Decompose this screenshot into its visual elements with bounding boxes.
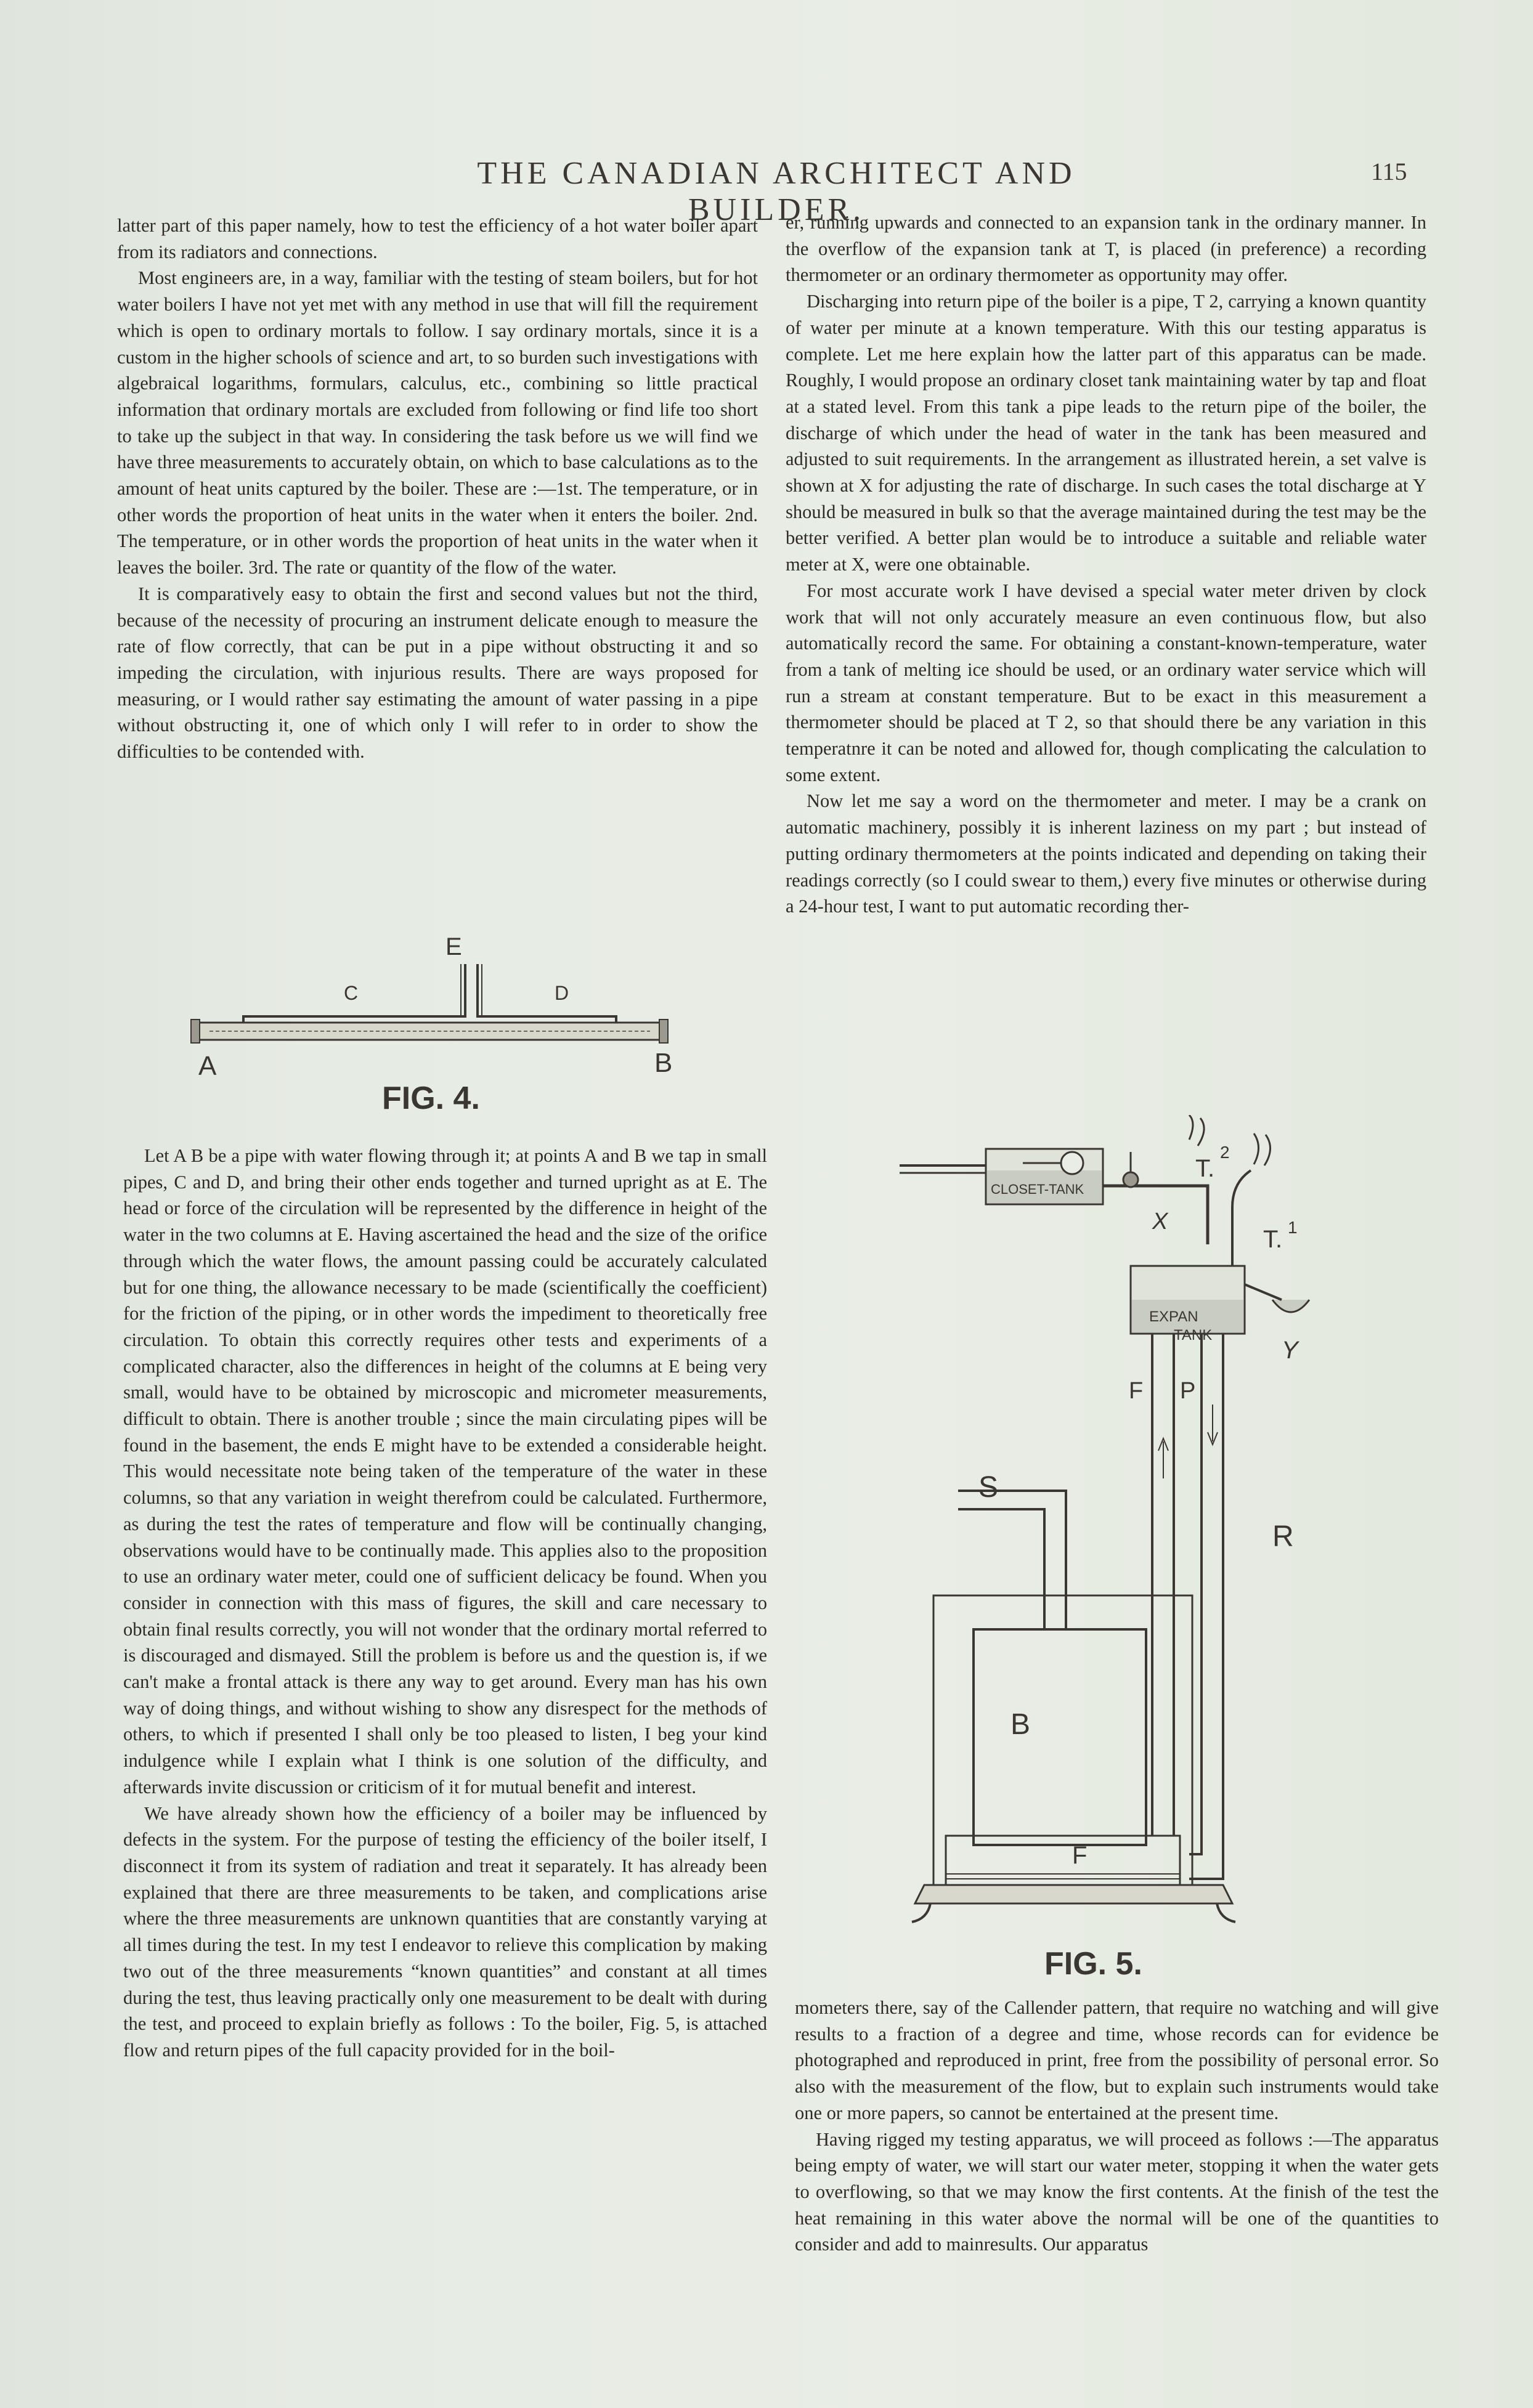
- label-tank: TANK: [1174, 1327, 1213, 1344]
- label-b: B: [654, 1048, 673, 1078]
- label-d: D: [555, 982, 569, 1004]
- paragraph: Most engineers are, in a way, familiar with the testing of steam boilers, but for hot water boilers I have not yet met with any method in use that will fill the requirement which is open to ordinary mortals to follow. I say ordinary mortals, since it is a custom in the higher schools of science and art, to so burden such investigations with algebraical logarithms, formulars, calculus, etc., combining so little practical information that ordinary mortals are excluded from following or find life too short to take up the subject in that way. In considering the task before us we will find we have three measurements to accurately obtain, on which to base calculations as to the amount of heat units captured by the boiler. These are :—1st. The temperature, or in other words the proportion of heat units in the water when it enters the boiler. 2nd. The temperature, or in other words the proportion of heat units in the water when it leaves the boiler. 3rd. The rate or quantity of the flow of the water.: [117, 267, 758, 578]
- label-b: B: [1010, 1708, 1031, 1741]
- paragraph: latter part of this paper namely, how to test the efficiency of a hot water boiler apart from its radiators and connections.: [117, 215, 758, 262]
- paragraph: Discharging into return pipe of the boiler is a pipe, T 2, carrying a known quantity of water per minute at a known temperature. With this our testing apparatus is complete. Let me here explain how the latter part of this apparatus can be made. Roughly, I would propose an ordinary closet tank maintaining water by tap and float at a stated level. From this tank a pipe leads to the return pipe of the boiler, the discharge of which under the head of water in the tank has been measured and adjusted to suit requirements. In the arrangement as illustrated herein, a set valve is shown at X for adjusting the rate of discharge. In such cases the total discharge at Y should be measured in bulk so that the average maintained during the test may be the better verified. A better plan would be to introduce a suitable and reliable water meter at X, were one obtainable.: [786, 291, 1426, 575]
- page-number: 115: [1371, 158, 1407, 185]
- overflow-pipe: [1232, 1170, 1251, 1266]
- thermometer-t2-icon: [1189, 1115, 1204, 1146]
- overflow-cup: [1272, 1300, 1309, 1312]
- label-t1: T.: [1263, 1226, 1283, 1253]
- paragraph: For most accurate work I have devised a special water meter driven by clock work that will not only accurately measure an even continuous flow, but also automatically record the same. For obtaining a constant-known-temperature, water from a tank of melting ice should be used, or an ordinary water service which will run a stream at constant temperature. But to be exact in this measurement a thermometer should be placed at T 2, so that should there be any variation in this temperatnre it can be noted and allowed for, though complicating the calculation to some extent.: [786, 580, 1426, 785]
- pipe-end-left: [191, 1020, 200, 1043]
- float-icon: [1061, 1152, 1083, 1174]
- label-t1-sup: 1: [1288, 1218, 1298, 1237]
- label-t2-sup: 2: [1220, 1143, 1230, 1162]
- boiler-leg-right: [1217, 1903, 1235, 1922]
- label-y: Y: [1282, 1337, 1298, 1364]
- figure-4-caption: FIG. 4.: [382, 1080, 480, 1116]
- return-pipe-p-outer: [1189, 1334, 1223, 1879]
- label-s: S: [978, 1471, 999, 1504]
- label-x: X: [1152, 1209, 1168, 1234]
- pipe-end-right: [659, 1020, 668, 1043]
- label-r: R: [1272, 1520, 1294, 1553]
- label-f-fire: F: [1072, 1842, 1088, 1869]
- overflow-spout: [1245, 1284, 1282, 1300]
- paragraph: It is comparatively easy to obtain the first and second values but not the third, because of the necessity of procuring an instrument delicate enough to measure the rate of flow correctly, that can be put in a pipe without obstructing it and so impeding the circulation, with injurious results. There are ways proposed for measuring, or I would rather say estimating the amount of water passing in a pipe without obstructing it, one of which only I will refer to in order to show the difficulties to be contended with.: [117, 583, 758, 763]
- running-header: THE CANADIAN ARCHITECT AND BUILDER.: [477, 156, 1076, 227]
- smoke-pipe-s: [958, 1491, 1066, 1629]
- label-expan: EXPAN: [1149, 1308, 1198, 1325]
- smoke-pipe-s-inner: [958, 1509, 1044, 1629]
- left-column-top: [117, 213, 758, 765]
- label-p-pipe: P: [1180, 1378, 1196, 1404]
- boiler-leg-left: [912, 1903, 930, 1922]
- thermometer-t1-icon: [1254, 1133, 1271, 1165]
- figure-4-diagram: [185, 924, 678, 1127]
- paragraph: mometers there, say of the Callender pattern, that require no watching and will give results to a fraction of a degree and time, whose records can for evidence be photographed and reproduced in print, free from the possibility of personal error. So also with the measurement of the flow, but to explain such instruments would take one or more papers, so cannot be entertained at the present time.: [795, 1997, 1439, 2123]
- right-column-bottom: [795, 1995, 1439, 2258]
- valve-x-icon: [1123, 1172, 1138, 1187]
- paragraph: We have already shown how the efficiency of a boiler may be influenced by defects in the system. For the purpose of testing the efficiency of the boiler itself, I disconnect it from its system of radiation and treat it separately. It has already been explained that there are three measurements to be taken, and complications arise where the three measurements are unknown quantities that are constantly varying at all times during the test. In my test I endeavor to relieve this complication by making two out of the three measurements “known quantities” and constant at all times during the test, thus leaving practically only one measurement to be dealt with during the test, and proceed to explain briefly as follows : To the boiler, Fig. 5, is attached flow and return pipes of the full capacity provided for in the boil-: [123, 1802, 767, 2061]
- label-closet-tank: CLOSET-TANK: [991, 1182, 1084, 1197]
- figure-5-caption: FIG. 5.: [1044, 1946, 1142, 1982]
- right-column-top: [786, 209, 1426, 920]
- figure-5-diagram: [887, 1115, 1356, 1990]
- label-f-pipe: F: [1129, 1378, 1144, 1404]
- label-c: C: [344, 982, 359, 1004]
- label-t2: T.: [1195, 1155, 1215, 1182]
- boiler-base: [915, 1885, 1232, 1903]
- paragraph: Having rigged my testing apparatus, we will proceed as follows :—The apparatus being empty of water, we will start our water meter, stopping it when the water gets to overflowing, so that we may know the first contents. At the finish of the test the heat remaining in this water above the normal will be one of the quantities to consider and add to mainresults. Our apparatus: [795, 2128, 1439, 2255]
- paragraph: er, running upwards and connected to an expansion tank in the ordinary manner. In the overflow of the expansion tank at T, is placed (in preference) a recording thermometer or an ordinary thermometer as opportunity may offer.: [786, 212, 1426, 286]
- pipe-d: [478, 964, 616, 1023]
- boiler-body: [974, 1629, 1146, 1845]
- label-a: A: [198, 1051, 217, 1081]
- paragraph: Now let me say a word on the thermometer and meter. I may be a crank on automatic machinery, possibly it is inherent laziness on my part ; but instead of putting ordinary thermometers at the points indicated and depending on taking their readings correctly (so I could swear to them,) every five minutes or otherwise during a 24-hour test, I want to put automatic recording ther-: [786, 790, 1426, 917]
- return-pipe-p: [1189, 1334, 1202, 1854]
- left-column-bottom: [123, 1143, 767, 2064]
- label-e: E: [445, 933, 462, 960]
- paragraph: Let A B be a pipe with water flowing through it; at points A and B we tap in small pipes, C and D, and bring their other ends together and turned upright as at E. The head or force of the circulation will be represented by the difference in height of the water in the two columns at E. Having ascertained the head and the size of the orifice through which the water flows, the amount passing could be accurately calculated but for one thing, the allowance necessary to be made (scientifically the coefficient) for the friction of the piping, or in other words the impediment to theoretically free circulation. To obtain this correctly requires other tests and experiments of a complicated character, also the differences in height of the columns at E being very small, would have to be obtained by microscopic and micrometer measurements, difficult to obtain. There is another trouble ; since the main circulating pipes will be found in the basement, the ends E might have to be extended a considerable height. This would necessitate note being taken of the temperature of the water in these columns, so that any variation in weight therefrom could be calculated. Furthermore, as during the test the rates of temperature and flow will be continually changing, observations would have to be continually made. This applies also to the proposition to use an ordinary water meter, could one of sufficient delicacy be found. When you consider in connection with this mass of figures, the skill and care necessary to obtain final results correctly, you will not wonder that the ordinary mortal referred to is discouraged and dismayed. Still the problem is before us and the question is, if we can't make a frontal attack is there any way to get around. Every man has his own way of doing things, and without wishing to show any disrespect for the methods of others, to which if presented I shall only be too pleased to listen, I beg your kind indulgence while I explain what I think is one solution of the difficulty, and afterwards invite discussion or criticism of it for mutual benefit and interest.: [123, 1145, 767, 1798]
